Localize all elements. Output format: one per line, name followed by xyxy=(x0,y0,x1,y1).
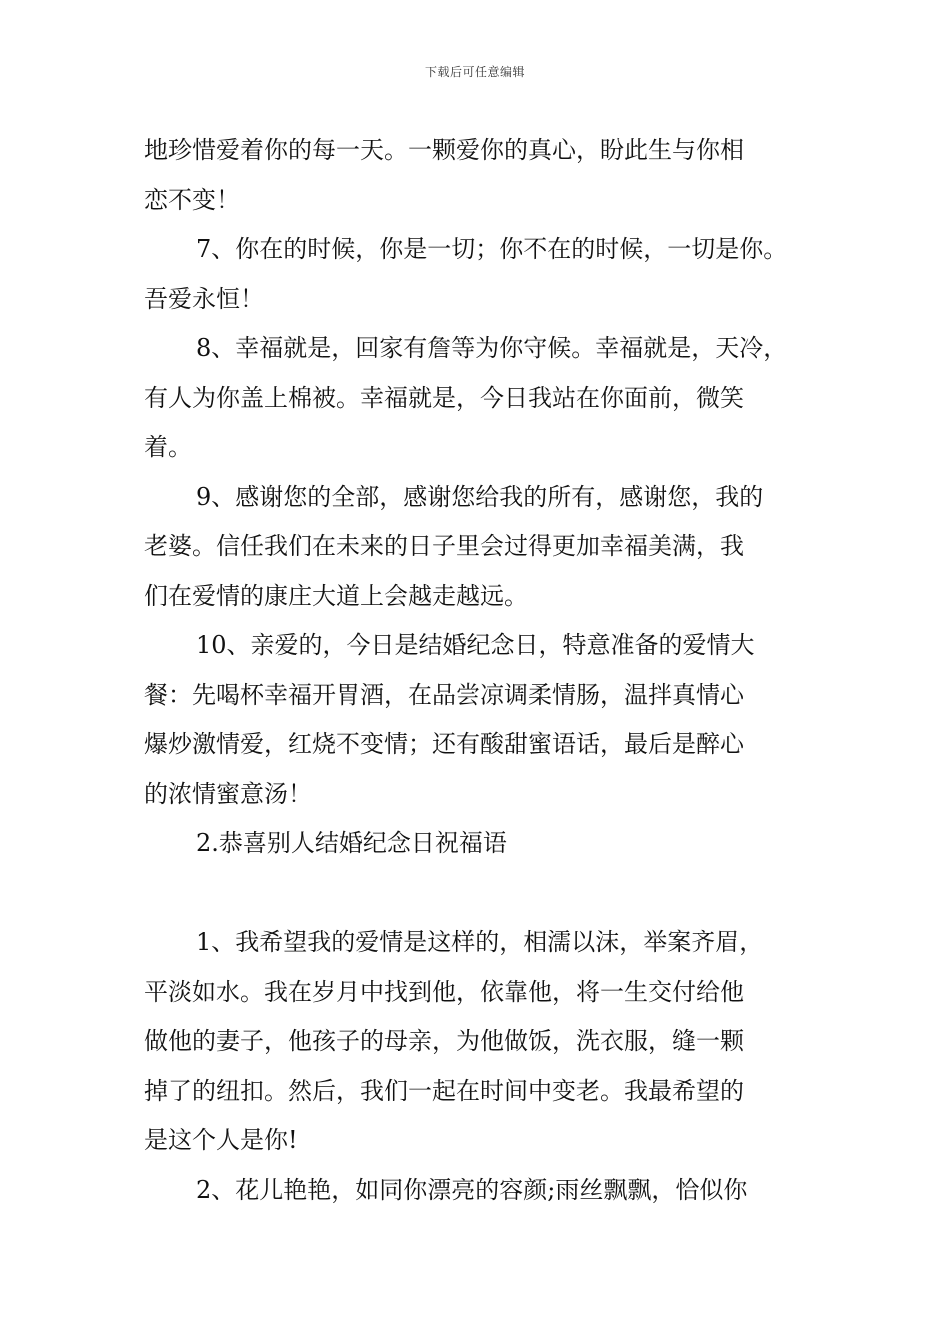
text-line: 们在爱情的康庄大道上会越走越远。 xyxy=(144,581,528,610)
text-line: 恋不变！ xyxy=(144,185,240,214)
text-line: 1、我希望我的爱情是这样的，相濡以沫，举案齐眉， xyxy=(196,928,764,956)
text-line: 老婆。信任我们在未来的日子里会过得更加幸福美满，我 xyxy=(144,532,744,560)
text-line: 掉了的纽扣。然后，我们一起在时间中变老。我最希望的 xyxy=(144,1076,744,1105)
text-line: 2.恭喜别人结婚纪念日祝福语 xyxy=(196,829,507,857)
text-line: 7、你在的时候，你是一切；你不在的时候，一切是你。 xyxy=(196,235,788,263)
text-line: 平淡如水。我在岁月中找到他，依靠他，将一生交付给他 xyxy=(144,977,744,1006)
text-line: 地珍惜爱着你的每一天。一颗爱你的真心，盼此生与你相 xyxy=(144,136,744,164)
text-line: 9、感谢您的全部，感谢您给我的所有，感谢您，我的 xyxy=(196,482,764,511)
text-line: 8、幸福就是，回家有詹等为你守候。幸福就是，天冷， xyxy=(196,334,788,362)
text-line: 餐：先喝杯幸福开胃酒，在品尝凉调柔情肠，温拌真情心 xyxy=(144,680,744,709)
paragraph xyxy=(144,621,814,819)
text-line: 是这个人是你! xyxy=(144,1126,298,1154)
section-heading xyxy=(144,819,814,869)
text-line: 爆炒激情爱，红烧不变情；还有酸甜蜜语话，最后是醉心 xyxy=(144,730,744,758)
paragraph xyxy=(144,324,814,473)
text-line: 着。 xyxy=(144,433,192,461)
blank-line xyxy=(144,869,814,919)
text-line: 做他的妻子，他孩子的母亲，为他做饭，洗衣服，缝一颗 xyxy=(144,1027,744,1055)
page-header-watermark: 下载后可任意编辑 xyxy=(424,65,525,79)
text-line: 2、花儿艳艳，如同你漂亮的容颜;雨丝飘飘，恰似你 xyxy=(196,1175,748,1204)
paragraph xyxy=(144,918,814,1166)
paragraph xyxy=(144,473,814,622)
text-line: 有人为你盖上棉被。幸福就是，今日我站在你面前，微笑 xyxy=(144,383,744,412)
text-line: 吾爱永恒！ xyxy=(144,284,264,313)
document-body xyxy=(144,126,814,1215)
paragraph xyxy=(144,126,814,225)
paragraph xyxy=(144,1166,814,1216)
text-line: 10、亲爱的，今日是结婚纪念日，特意准备的爱情大 xyxy=(196,631,755,659)
paragraph xyxy=(144,225,814,324)
text-line: 的浓情蜜意汤！ xyxy=(144,779,312,808)
